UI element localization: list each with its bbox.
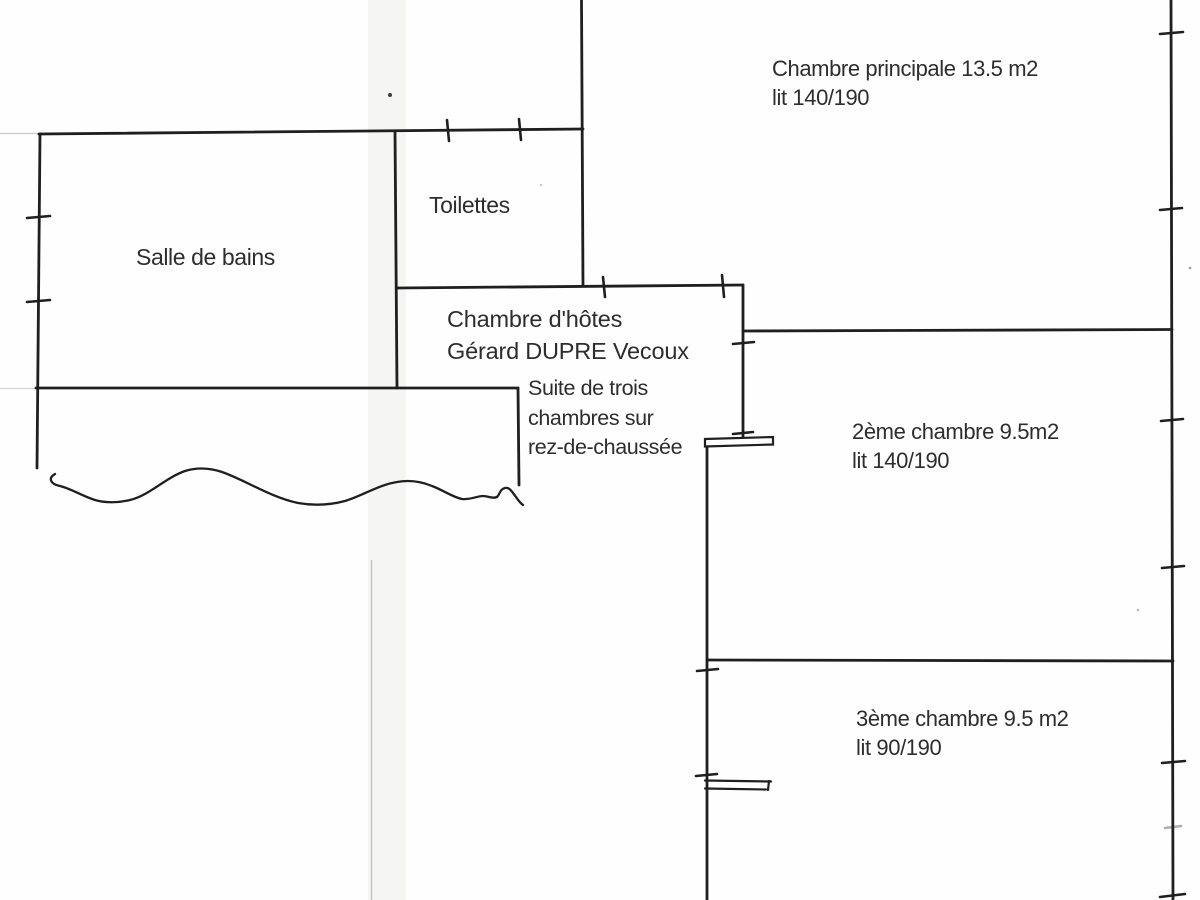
label-chambre-principale [772,54,1038,112]
tick-right-wall-faint [1165,826,1181,828]
ink-speck [1137,609,1140,612]
wall-room2-room3-divider [707,660,1173,661]
tick-top-wall-2 [519,119,521,140]
ink-speck [1189,267,1192,270]
label-chambre-2 [852,417,1059,475]
tick-right-wall-1 [1160,32,1183,34]
wall-lower-right-stub [518,388,519,485]
room-name: Salle de bains [136,244,275,270]
label-plan-subtitle [528,374,682,463]
bed-size: lit 140/190 [772,85,870,110]
tick-room2-left-2 [733,432,753,434]
label-plan-title [447,303,689,367]
subtitle-line: chambres sur [528,405,654,430]
title-line: Gérard DUPRE Vecoux [447,338,689,364]
room-name: 2ème chambre 9.5m2 [852,419,1059,444]
door-leaf-rect [705,437,773,447]
tick-right-wall-4 [1162,566,1184,568]
tick-left-wall-1 [27,216,50,218]
ink-speck [540,184,543,187]
ink-speck [388,93,392,97]
wall-right [1171,0,1173,900]
tick-right-wall-6 [1160,894,1185,897]
bed-size: lit 90/190 [856,735,942,760]
door-line-bottom [705,789,766,790]
tick-left-wall-2 [27,300,50,302]
tick-room3-left-2 [696,774,717,776]
room-name: Chambre principale 13.5 m2 [772,56,1038,81]
room-name: 3ème chambre 9.5 m2 [856,706,1069,731]
wall-main-bedroom-left [582,0,584,286]
tick-guestroom-top-2 [722,275,724,297]
label-chambre-3 [856,704,1069,762]
door-symbol-upper [705,437,773,447]
break-wave [51,468,523,505]
subtitle-line: rez-de-chaussée [528,435,683,459]
paper-fold-band [368,0,406,900]
tick-right-wall-3 [1161,419,1183,421]
tick-top-wall-1 [447,120,449,141]
tick-right-wall-5 [1162,761,1185,763]
door-line-top [705,781,771,782]
label-toilettes [429,191,510,220]
subtitle-line: Suite de trois [528,376,648,400]
door-symbol-lower [705,781,771,791]
tick-right-wall-2 [1160,208,1182,210]
label-salle-de-bains [136,243,275,272]
title-line: Chambre d'hôtes [447,306,623,332]
wall-guestroom-top [397,285,743,288]
wall-main-room2-divider [743,330,1172,332]
bed-size: lit 140/190 [852,448,950,473]
wall-bathroom-toilet-divider [395,131,397,388]
door-line-end-stub [768,781,769,790]
tick-room2-left-1 [733,342,754,344]
tick-room3-left-1 [697,669,718,671]
room-name: Toilettes [429,192,510,218]
wall-top [39,129,583,134]
tick-guestroom-top-1 [603,277,605,297]
